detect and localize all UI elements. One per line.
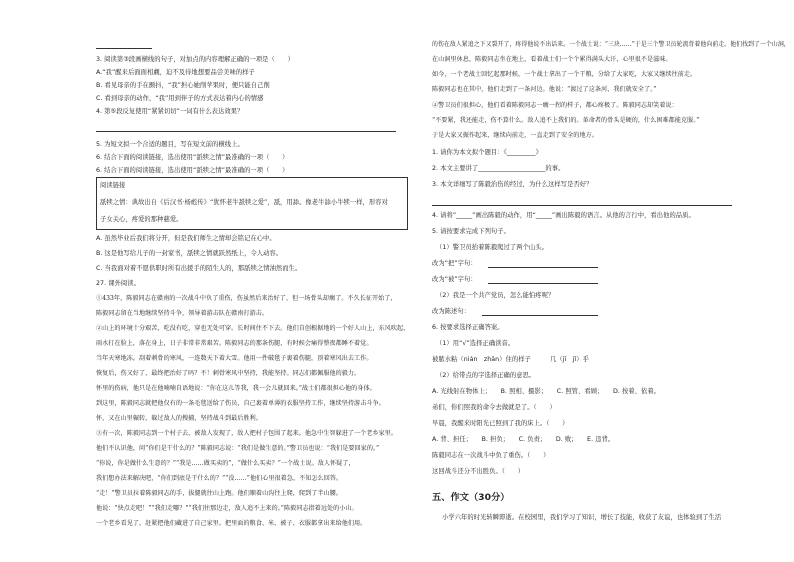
option-3a: A.“我”醒来后面面相觑，迫不及待地想要品尝美味的样子: [96, 69, 255, 76]
right-question-6-1a: 被脓水粘（nián zhān）住的样子 几（jī jǐ）乎: [432, 356, 589, 363]
passage-cont-5: ④警卫员们很担心，他们看着陈毅同志一瘸一拐的样子，都心疼极了。陈毅同志却笑着说：: [432, 102, 678, 109]
passage-cont-1: 的伤在敌人紧追之下又裂开了，疼得他说不出话来。一个战士说：“三块……”于是三个警卫员轮流背着他向前走。他们找到了一个山洞，: [432, 41, 790, 48]
passage-cont-7: 于是大家又振作起来，继续向前走，一直走到了安全的地方。: [432, 132, 598, 139]
passage-cont-4: 陈毅同志也在其中，他们走到了一条河边。他说：“渡过了这条河，我们就安全了。”: [432, 86, 657, 93]
answer-line-5-2a: [482, 315, 598, 316]
right-question-5-1a: 改为“把”字句：: [432, 260, 477, 267]
right-question-6: 6. 按要求选择正确答案。: [432, 324, 504, 331]
passage-cont-2: 在山洞里休息，陈毅同志坐在地上，看着战士们一个个累得满头大汗，心里很不是滋味。: [432, 56, 672, 63]
right-question-6-2b: 弟们，你们照我的命令去做就是了。（ ）: [432, 404, 556, 411]
passage-line-6: 恢复后，伤又好了，最终把治好了吗？不！刺骨寒风中坚持，我能坚持。同志们都佩服他的毅力。: [96, 370, 361, 377]
link-line-2: 子女关心，疼爱的那种慈爱。: [100, 216, 183, 223]
passage-cont-3: 如今，一个老战士回忆起那时候，一个战士拿出了一个干粮，分给了大家吃，大家又继续往前走。: [432, 71, 697, 78]
passage-line-15: 他说：“快点走吧！”“我们走哪？”“我们往那边走，敌人追不上来的。”陈毅同志指着远处的小山。: [96, 505, 358, 512]
question-5: 5. 为短文拟一个合适的题目，写在短文前的横线上。: [96, 141, 244, 148]
passage-line-5: 当年天寒地冻，刮着刺骨的寒风，一连数天下着大雪。他用一件破毯子裹着伤腿，顶着寒风出去工作。: [96, 355, 373, 362]
passage-line-1: ①433年，陈毅同志在赣南的一次战斗中负了重伤，伤虽然后来治好了，但一场骨头却瘸了。不久长征开始了，: [96, 295, 397, 302]
question-6: 6. 结合下面的阅读链接，选出使用“舐犊之情”最准确的一项（ ）: [96, 154, 289, 161]
question-6-text: 6. 结合下面的阅读链接，选出使用“舐犊之情”最准确的一项（ ）: [96, 167, 289, 174]
question-4: 4. 第⑤段反复使用“紧紧切切”一词有什么表达效果？: [96, 108, 244, 115]
right-question-6-3b: 陈毅同志在一次战斗中负了重伤。（ ）: [432, 452, 550, 459]
passage-line-9: 怀，又在山里辗转，躲过敌人的搜捕，坚持战斗到最后胜利。: [96, 415, 262, 422]
right-question-4: 4. 请将“_____”画出陈毅的动作，用“_____”画出陈毅的语言。从他的言行中，看出他的品质。: [432, 212, 695, 219]
link-title: 阅读链接: [100, 182, 126, 189]
option-6a: A. 虽然毕业后我们将分开，但是我们师生之情却会铭记在心中。: [96, 235, 276, 242]
right-question-6-3c: 这回战斗还分不出胜负。（ ）: [432, 468, 525, 475]
passage-line-2: 陈毅同志留在当地继续坚持斗争，领导着游击队在赣南打游击。: [96, 310, 269, 317]
answer-line-r3: [432, 205, 732, 206]
passage-line-8: 到这里，陈毅同志就把他仅有的一条毛毯送给了伤员，自己裹着单薄的衣服坚持工作，继续坚持游击斗争。: [96, 400, 385, 407]
option-3c: C. 看到母亲的动作，“我”用到伴子的方式表达着内心的情感: [96, 95, 264, 102]
answer-line-4: [96, 131, 396, 132]
passage-line-14: “走！”警卫员拉着陈毅同志的手，拔腿就往山上跑。他们顺着山沟往上爬，爬到了半山腰。: [96, 490, 342, 497]
question-3: 3. 阅读第③段画横线的句子，对加点的内容理解正确的一项是（ ）: [96, 56, 294, 63]
right-question-6-2a: A. 光线射在物体上； B. 照相、摄影； C. 照管、看顾； D. 按着、依着。: [432, 388, 661, 395]
passage-line-13: 我们想办法来解决吧，“你们到底是干什么的？”“没……”他们心里很着急，不知怎么回答。: [96, 475, 343, 482]
answer-line-5-1b: [488, 283, 598, 284]
right-question-6-2: （2）给带点的字选择正确的意思。: [436, 372, 536, 379]
passage-line-7: 怀里的伤病，他只是在他喃喃自语地说：“你在这儿等我，我一会儿就回来。”战士们都很担心他的身体。: [96, 385, 376, 392]
right-question-1: 1. 请你为本文拟个题目：《_________》: [432, 149, 542, 156]
passage-line-12: “你说，你是做什么生意的？”“我是……做买卖的”，“做什么买卖？”一个战士说。敌人怀疑了，: [96, 460, 355, 467]
right-question-2: 2. 本文主要讲了_____________________的事。: [432, 165, 565, 172]
question-27: 27. 课外阅读。: [96, 280, 140, 287]
title-blank-line: [96, 48, 152, 49]
passage-line-16: 一个老乡看见了，赶紧把他们藏进了自己家里。把里面的粮食、米、被子、衣服都拿出来给他们用。: [96, 520, 367, 527]
right-question-6-2c: 早晨，我醒来时阳光已照到了我的床上。（ ）: [432, 420, 569, 427]
reading-link-box: [96, 177, 408, 230]
right-question-5-2a: 改为陈述句：: [432, 308, 471, 315]
composition-prompt: 小学六年的时光转瞬即逝。在校园里，我们学习了知识，增长了技能，收获了友谊，也体验到了生活: [442, 514, 722, 521]
section-heading-composition: 五、作文（30分）: [432, 492, 510, 503]
right-question-5-1: （1）警卫员抬着陈毅爬过了两个山头。: [436, 244, 548, 251]
passage-line-4: 雨水打在脸上，落在身上，日子非常非常艰苦。陈毅同志的那条伤腿，有时候会痛得整夜都睡不着觉。: [96, 340, 373, 347]
option-6b: B. 这是他写给儿子的一封家书，舐犊之情就跃然纸上，令人动容。: [96, 250, 283, 257]
right-question-6-1: （1）用“√”选择正确读音。: [436, 340, 515, 347]
passage-line-3: ②山上的环境十分艰苦，吃没有吃，穿也无处可穿。长时间住不下去。他们自创根据地的一个好人山上，东风吹起，: [96, 325, 410, 332]
right-question-5: 5. 请按要求完成下列句子。: [432, 228, 510, 235]
passage-cont-6: “不要紧，我还能走，伤不算什么。敌人追不上我们的。革命者的骨头是硬的，什么困难都能克服。”: [432, 117, 700, 124]
option-3b: B. 看见母亲的手在颤抖，“我”担心她削苹果时，便只能自己削: [96, 82, 270, 89]
option-6c: C. 当我面对着不愿供职时所有出援手的陌生人的，那舐犊之情油然而生。: [96, 265, 302, 272]
passage-line-10: ③有一次，陈毅同志到一个村子去，被敌人发现了，敌人把村子包围了起来。他急中生智躲进了一个老乡家里。: [96, 430, 398, 437]
right-question-3: 3. 本文详细写了陈毅治伤的经过，为什么这样写是否好？: [432, 181, 593, 188]
answer-line-5-1a: [488, 267, 598, 268]
right-question-6-3a: A. 背、担任； B. 担负； C. 负责； D. 败； E. 违背。: [432, 436, 615, 443]
passage-line-11: 他们不认识他，问“你们是干什么的？”陈毅同志说：“我们是做生意的。”警卫员也说：“我们是要回家的。”: [96, 445, 380, 452]
right-question-5-2: （2）我是一个共产党员，怎么能怕疼呢？: [436, 292, 555, 299]
link-line-1: 舐犊之情：典故出自《后汉书·杨彪传》“犹怀老牛舐犊之爱”，舐，用舔。像老牛舔小牛犊一样，形容对: [100, 199, 388, 206]
right-question-5-1b: 改为“被”字句：: [432, 276, 477, 283]
